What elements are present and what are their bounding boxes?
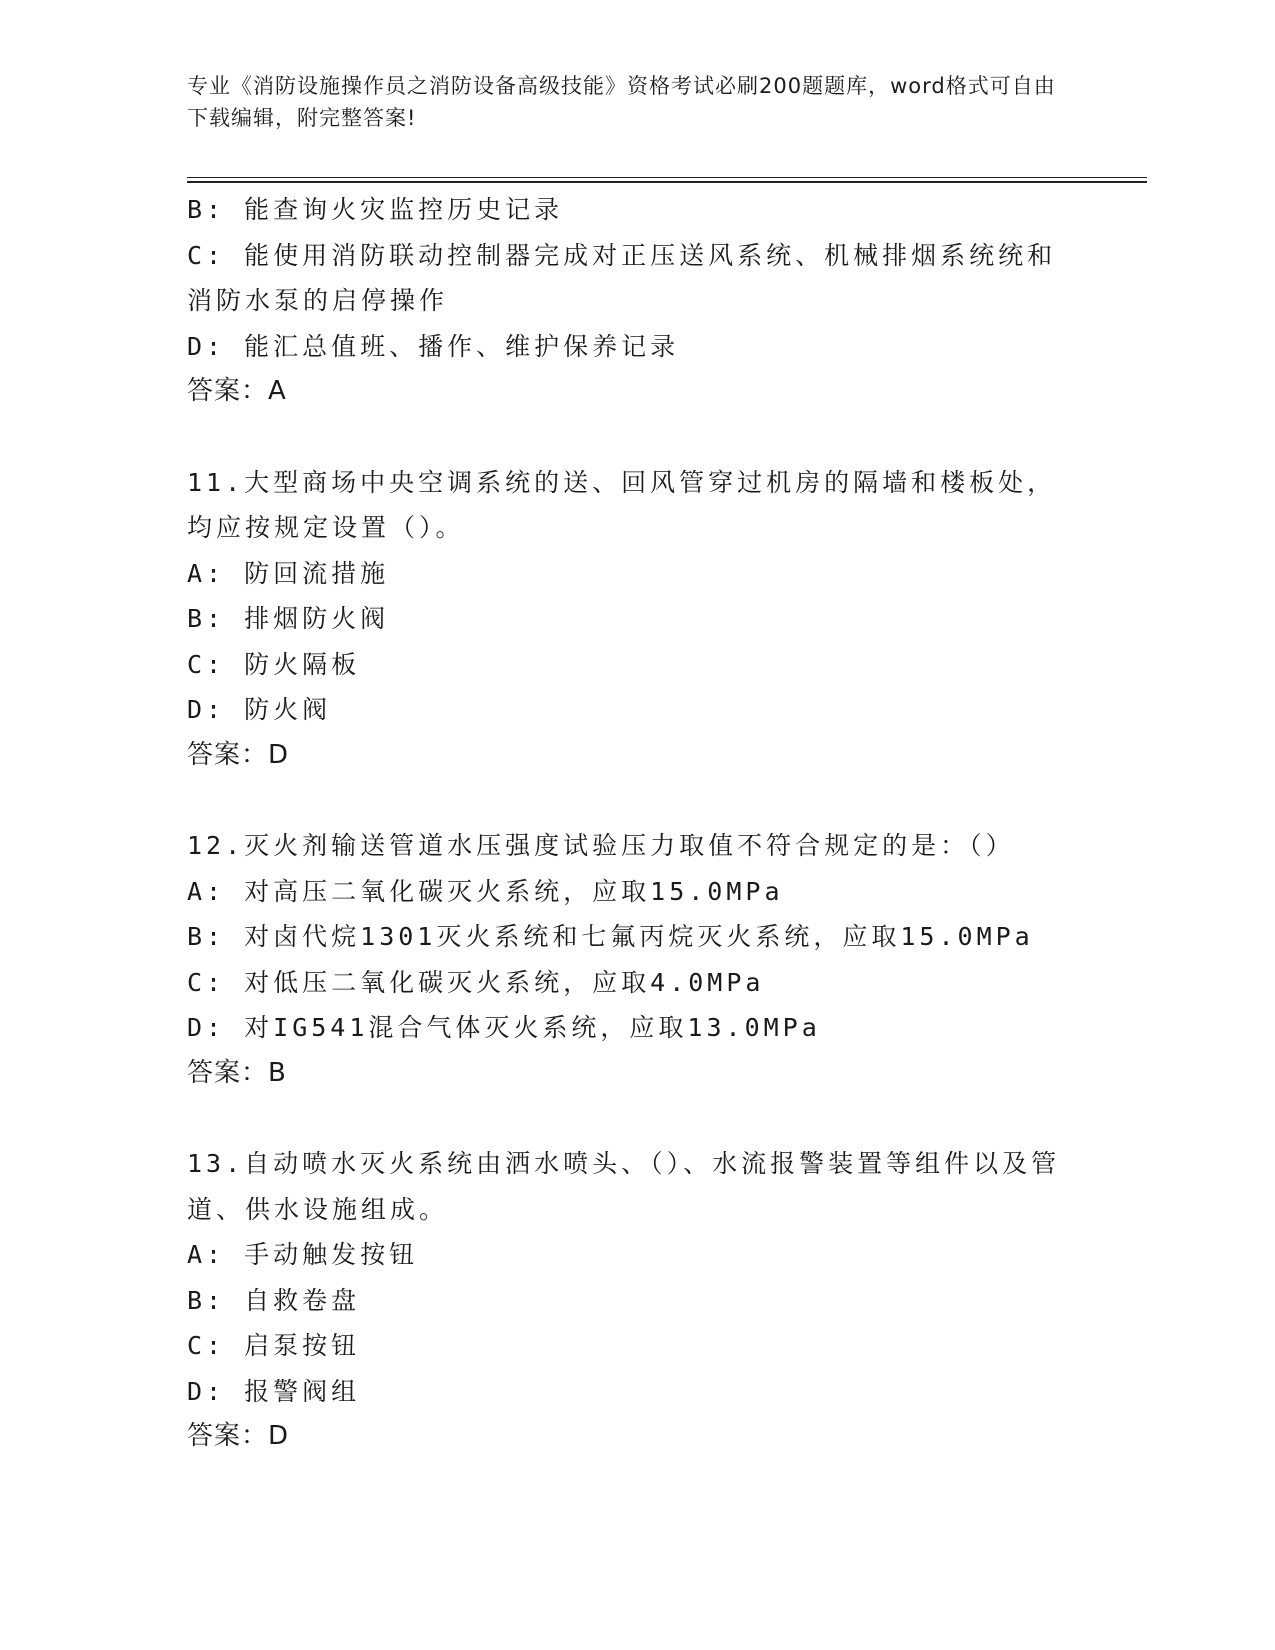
question-text: 13.自动喷水灭火系统由洒水喷头、（）、水流报警装置等组件以及管道、供水设施组成。 [187,1149,1061,1224]
question-10-continued [187,187,1067,415]
question-13 [187,1141,1067,1460]
option-d: D: 报警阀组 [187,1376,361,1406]
option-b: B: 能查询火灾监控历史记录 [187,195,564,224]
question-text: 12.灭火剂输送管道水压强度试验压力取值不符合规定的是：（） [187,831,1015,860]
option-d: D: 对IG541混合气体灭火系统，应取13.0MPa [187,1013,821,1042]
question-12 [187,823,1067,1096]
option-b: B: 自救卷盘 [187,1285,361,1315]
option-d: D: 防火阀 [187,695,332,724]
option-d: D: 能汇总值班、播作、维护保养记录 [187,331,680,361]
option-c: C: 对低压二氧化碳灭火系统，应取4.0MPa [187,967,765,997]
document-header [187,70,1147,134]
question-11 [187,460,1067,779]
answer: 答案：B [187,1057,287,1088]
option-b: B: 对卤代烷1301灭火系统和七氟丙烷灭火系统，应取15.0MPa [187,922,1034,951]
header-divider-top [187,177,1147,178]
option-c: C: 启泵按钮 [187,1331,361,1360]
option-a: A: 手动触发按钮 [187,1240,419,1269]
answer: 答案：A [187,376,287,406]
option-c: C: 能使用消防联动控制器完成对正压送风系统、机械排烟系统统和消防水泵的启停操作 [187,240,1057,315]
option-a: A: 防回流措施 [187,558,390,588]
header-text: 专业《消防设施操作员之消防设备高级技能》资格考试必刷200题题库，word格式可自由下载编辑，附完整答案! [187,74,1056,130]
question-text: 11.大型商场中央空调系统的送、回风管穿过机房的隔墙和楼板处，均应按规定设置（）。 [187,467,1057,542]
option-c: C: 防火隔板 [187,649,361,679]
answer: 答案：D [187,739,290,770]
header-divider-bottom [187,181,1147,183]
option-a: A: 对高压二氧化碳灭火系统，应取15.0MPa [187,876,784,906]
document-body [187,187,1067,1460]
option-b: B: 排烟防火阀 [187,604,390,633]
answer: 答案：D [187,1421,290,1451]
